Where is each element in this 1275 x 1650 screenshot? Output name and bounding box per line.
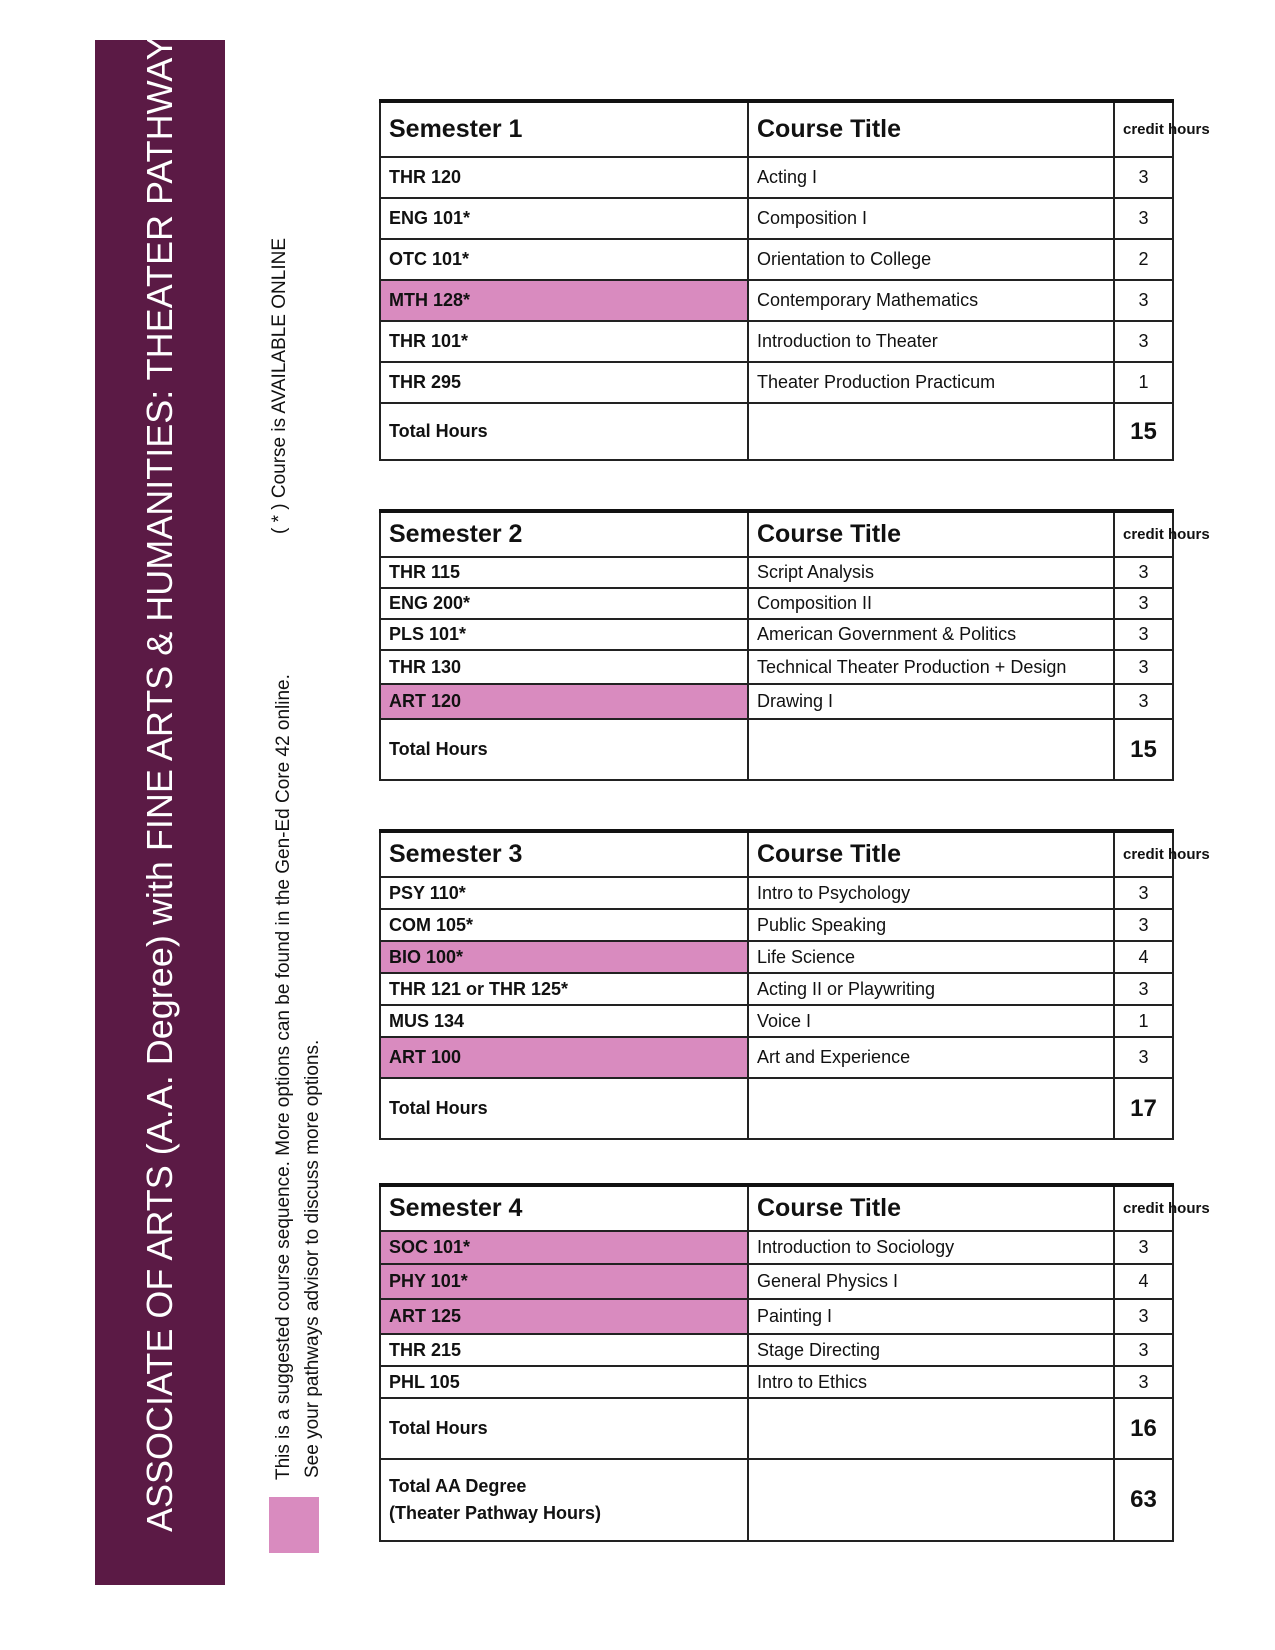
semester-4-table [379,1183,1210,1542]
course-title-heading: Course Title [748,101,1114,157]
total-label: Total Hours [380,403,748,460]
table-row [380,1264,1173,1299]
course-title: Public Speaking [748,909,1114,941]
sequence-note-line1: This is a suggested course sequence. More options can be found in the Gen-Ed Core 42 online. [273,674,294,1480]
table-header [380,511,1173,557]
course-title-heading: Course Title [748,511,1114,557]
table-row [380,588,1173,619]
course-title: Introduction to Theater [748,321,1114,362]
course-credits: 3 [1114,157,1173,198]
course-code: SOC 101* [380,1231,748,1264]
course-credits: 3 [1114,198,1173,239]
total-value: 17 [1114,1078,1173,1139]
sequence-note [269,620,327,1480]
table-row [380,1299,1173,1334]
course-credits: 3 [1114,557,1173,588]
table-header [380,1185,1173,1231]
course-credits: 3 [1114,1366,1173,1398]
course-code: PHL 105 [380,1366,748,1398]
course-title: Composition II [748,588,1114,619]
course-credits: 3 [1114,321,1173,362]
table-row [380,280,1173,321]
course-credits: 3 [1114,973,1173,1005]
table-row [380,239,1173,280]
course-code: MTH 128* [380,280,748,321]
table-row [380,684,1173,719]
course-code: PSY 110* [380,877,748,909]
course-title: Life Science [748,941,1114,973]
total-row [380,403,1173,460]
total-row [380,1078,1173,1139]
course-title: Contemporary Mathematics [748,280,1114,321]
course-title: Acting I [748,157,1114,198]
course-code: COM 105* [380,909,748,941]
semester-1-table [379,99,1210,461]
grand-total-row [380,1459,1173,1541]
semester-heading: Semester 3 [380,831,748,877]
course-code: PLS 101* [380,619,748,650]
table-row [380,557,1173,588]
course-credits: 3 [1114,1299,1173,1334]
course-title: Painting I [748,1299,1114,1334]
course-title: Composition I [748,198,1114,239]
course-credits: 3 [1114,1231,1173,1264]
table-row [380,1231,1173,1264]
credit-hours-heading: credit hours [1114,1185,1173,1231]
course-credits: 2 [1114,239,1173,280]
page-title: ASSOCIATE OF ARTS (A.A. Degree) with FINE ARTS & HUMANITIES: THEATER PATHWAY [139,36,180,1532]
table-header [380,831,1173,877]
table-row [380,877,1173,909]
course-title: Intro to Psychology [748,877,1114,909]
table-row [380,941,1173,973]
semester-3-table [379,829,1210,1140]
course-title: Theater Production Practicum [748,362,1114,403]
course-title: Stage Directing [748,1334,1114,1366]
sequence-note-line2: See your pathways advisor to discuss more options. [302,1039,323,1478]
total-label: Total Hours [380,1078,748,1139]
total-row [380,1398,1173,1459]
online-note: ( * ) Course is AVAILABLE ONLINE [269,238,290,535]
course-code: THR 115 [380,557,748,588]
course-credits: 3 [1114,684,1173,719]
course-credits: 3 [1114,588,1173,619]
course-title-heading: Course Title [748,1185,1114,1231]
table-row [380,909,1173,941]
course-title: Art and Experience [748,1037,1114,1078]
table-row [380,619,1173,650]
grand-total-label-line2: (Theater Pathway Hours) [389,1503,602,1523]
total-value: 16 [1114,1398,1173,1459]
course-credits: 1 [1114,362,1173,403]
course-credits: 3 [1114,619,1173,650]
course-credits: 1 [1114,1005,1173,1037]
course-credits: 4 [1114,941,1173,973]
course-credits: 3 [1114,877,1173,909]
course-credits: 3 [1114,280,1173,321]
table-row [380,1037,1173,1078]
course-title: Drawing I [748,684,1114,719]
highlight-legend-swatch [269,1497,319,1553]
grand-total-label [380,1459,748,1541]
course-code: ENG 200* [380,588,748,619]
course-title-heading: Course Title [748,831,1114,877]
course-code: MUS 134 [380,1005,748,1037]
semester-heading: Semester 4 [380,1185,748,1231]
semester-2-table [379,509,1210,781]
course-code: ART 120 [380,684,748,719]
course-code: OTC 101* [380,239,748,280]
course-code: ART 100 [380,1037,748,1078]
course-credits: 4 [1114,1264,1173,1299]
course-title: American Government & Politics [748,619,1114,650]
course-title: General Physics I [748,1264,1114,1299]
semester-heading: Semester 1 [380,101,748,157]
table-row [380,198,1173,239]
course-code: BIO 100* [380,941,748,973]
course-title: Script Analysis [748,557,1114,588]
course-code: PHY 101* [380,1264,748,1299]
credit-hours-heading: credit hours [1114,511,1173,557]
course-code: ENG 101* [380,198,748,239]
grand-total-label-line1: Total AA Degree [389,1476,527,1496]
course-credits: 3 [1114,650,1173,684]
total-value: 15 [1114,403,1173,460]
table-row [380,362,1173,403]
course-code: THR 121 or THR 125* [380,973,748,1005]
course-code: ART 125 [380,1299,748,1334]
course-title: Intro to Ethics [748,1366,1114,1398]
course-credits: 3 [1114,1334,1173,1366]
total-label: Total Hours [380,1398,748,1459]
course-title: Technical Theater Production + Design [748,650,1114,684]
grand-total-value: 63 [1114,1459,1173,1541]
semester-heading: Semester 2 [380,511,748,557]
total-row [380,719,1173,780]
course-title: Introduction to Sociology [748,1231,1114,1264]
table-row [380,1334,1173,1366]
table-header [380,101,1173,157]
credit-hours-heading: credit hours [1114,831,1173,877]
credit-hours-heading: credit hours [1114,101,1173,157]
course-credits: 3 [1114,909,1173,941]
course-code: THR 215 [380,1334,748,1366]
total-label: Total Hours [380,719,748,780]
table-row [380,321,1173,362]
course-title: Acting II or Playwriting [748,973,1114,1005]
table-row [380,1005,1173,1037]
table-row [380,973,1173,1005]
table-row [380,650,1173,684]
course-code: THR 130 [380,650,748,684]
course-title: Orientation to College [748,239,1114,280]
table-row [380,1366,1173,1398]
table-row [380,157,1173,198]
course-title: Voice I [748,1005,1114,1037]
course-code: THR 295 [380,362,748,403]
course-code: THR 120 [380,157,748,198]
course-credits: 3 [1114,1037,1173,1078]
course-code: THR 101* [380,321,748,362]
total-value: 15 [1114,719,1173,780]
